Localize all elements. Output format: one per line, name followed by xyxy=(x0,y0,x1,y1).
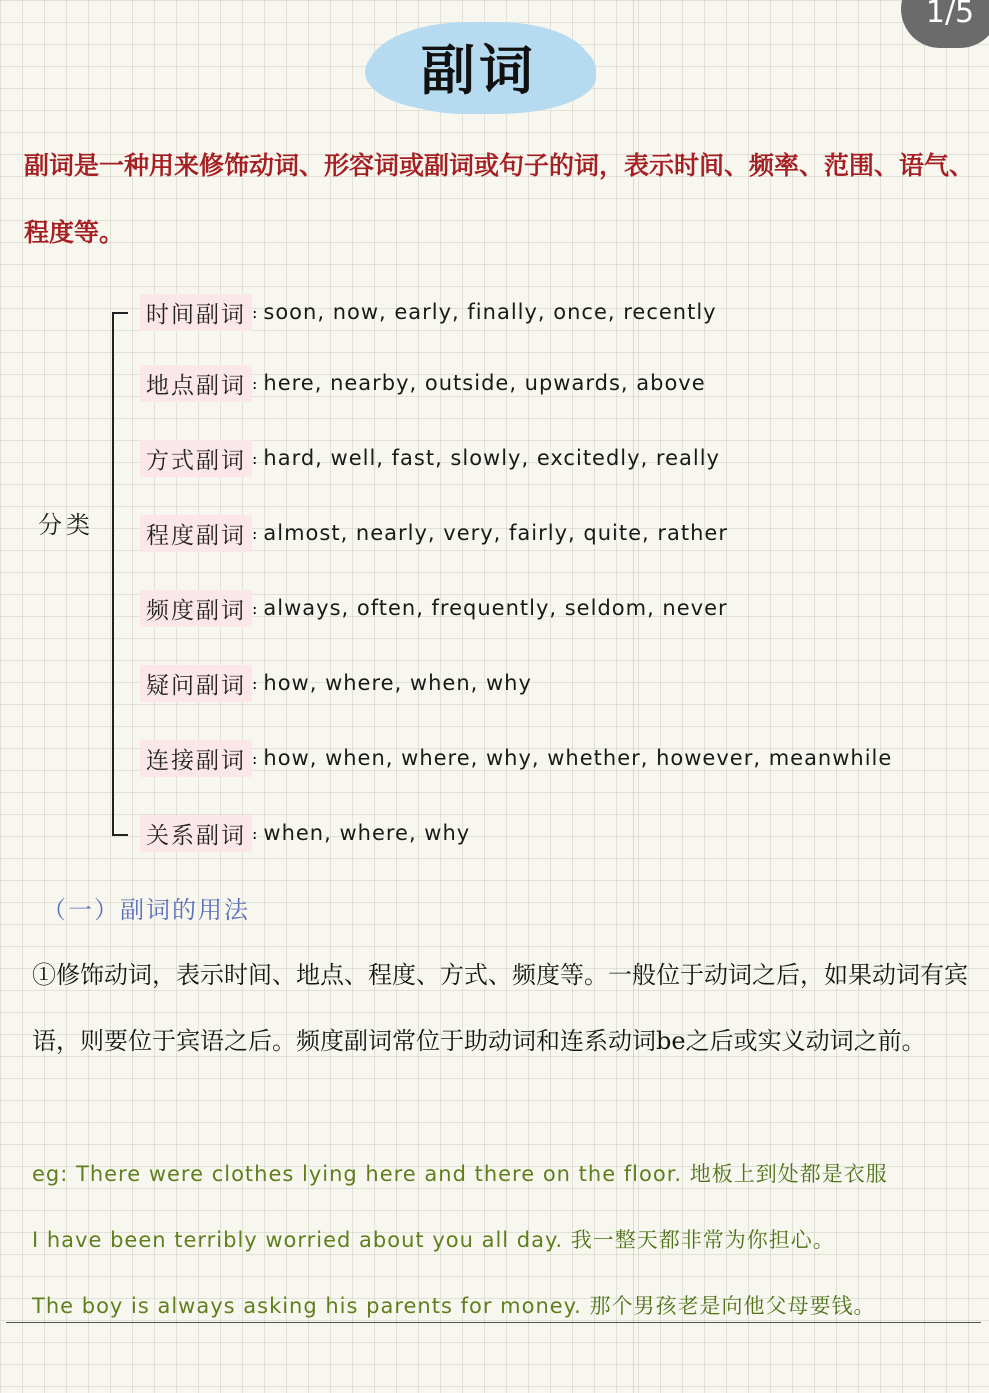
example-line xyxy=(32,1290,982,1320)
example-chinese: 地板上到处都是衣服 xyxy=(689,1162,888,1186)
page-indicator: 1/5 xyxy=(901,0,989,48)
category-separator: : xyxy=(252,598,258,618)
category-name: 连接副词 xyxy=(140,740,252,777)
page-title: 副词 xyxy=(421,37,537,102)
category-row xyxy=(140,588,728,628)
intro-text: 副词是一种用来修饰动词、形容词或副词或句子的词，表示时间、频率、范围、语气、程度等。 xyxy=(24,151,975,247)
bottom-rule xyxy=(6,1322,981,1323)
category-words: hard, well, fast, slowly, excitedly, really xyxy=(263,446,720,470)
category-words: soon, now, early, finally, once, recently xyxy=(263,300,717,324)
category-row xyxy=(140,292,717,332)
category-name: 方式副词 xyxy=(140,440,252,477)
category-separator: : xyxy=(252,748,258,768)
category-separator: : xyxy=(252,673,258,693)
category-name: 疑问副词 xyxy=(140,665,252,702)
category-words: when, where, why xyxy=(263,821,471,845)
usage-heading: （一）副词的用法 xyxy=(42,896,250,924)
category-row xyxy=(140,363,706,403)
usage-rule: ①修饰动词，表示时间、地点、程度、方式、频度等。一般位于动词之后，如果动词有宾语，则要位于宾语之后。频度副词常位于助动词和连系动词be之后或实义动词之前。 xyxy=(32,961,968,1055)
category-words: how, when, where, why, whether, however, meanwhile xyxy=(263,746,893,770)
category-row xyxy=(140,813,470,853)
category-separator: : xyxy=(252,823,258,843)
category-name: 地点副词 xyxy=(140,365,252,402)
classification-bracket xyxy=(112,312,128,836)
example-chinese: 那个男孩老是向他父母要钱。 xyxy=(589,1294,876,1318)
example-line xyxy=(32,1224,982,1254)
example-chinese: 我一整天都非常为你担心。 xyxy=(570,1228,835,1252)
category-words: here, nearby, outside, upwards, above xyxy=(263,371,706,395)
category-separator: : xyxy=(252,523,258,543)
category-row xyxy=(140,438,720,478)
example-line xyxy=(32,1158,982,1188)
example-english: The boy is always asking his parents for money. xyxy=(32,1294,582,1318)
category-name: 时间副词 xyxy=(140,294,252,331)
category-row xyxy=(140,513,728,553)
category-words: almost, nearly, very, fairly, quite, rather xyxy=(263,521,728,545)
category-separator: : xyxy=(252,302,258,322)
category-separator: : xyxy=(252,448,258,468)
category-row xyxy=(140,663,532,703)
classification-label: 分类 xyxy=(38,511,94,539)
category-row xyxy=(140,738,892,778)
category-name: 频度副词 xyxy=(140,590,252,627)
category-name: 关系副词 xyxy=(140,815,252,852)
example-english: I have been terribly worried about you all day. xyxy=(32,1228,564,1252)
category-name: 程度副词 xyxy=(140,515,252,552)
example-english: eg: There were clothes lying here and there on the floor. xyxy=(32,1162,683,1186)
category-words: how, where, when, why xyxy=(263,671,532,695)
category-words: always, often, frequently, seldom, never xyxy=(263,596,728,620)
category-separator: : xyxy=(252,373,258,393)
